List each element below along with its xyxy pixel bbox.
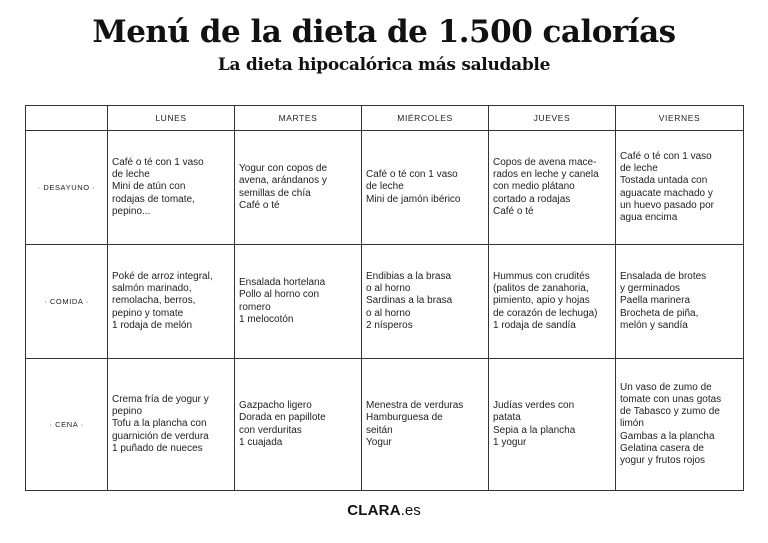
menu-item-line: Brocheta de piña, [620,307,699,319]
menu-item-line: patata [493,412,521,424]
corner-cell [26,106,108,131]
menu-item-line: 1 rodaja de sandía [493,319,576,331]
menu-cell [108,359,235,491]
menu-item-line: yogur y frutos rojos [620,455,706,466]
menu-cell [235,359,362,491]
menu-item-line: de corazón de lechuga) [493,307,598,319]
menu-cell [108,131,235,245]
menu-item-line: 1 melocotón [239,313,294,325]
menu-item-line: de leche [366,181,404,193]
menu-item-line: Pollo al horno con [239,289,320,301]
menu-item-line: Café o té [493,205,534,217]
page-title: Menú de la dieta de 1.500 calorías [92,14,676,50]
menu-item-line: Sepia a la plancha [493,424,576,436]
menu-item-line: tomate con unas gotas [620,393,722,405]
menu-item-line: Menestra de verduras [366,400,464,412]
menu-item-line: Crema fría de yogur y [112,393,209,405]
menu-item-line: romero [239,301,271,313]
menu-cell [108,245,235,359]
menu-item-line: avena, arándanos y [239,175,327,187]
menu-item-line: Café o té [239,199,280,211]
menu-item-line: Yogur [366,436,392,448]
menu-item-line: limón [620,418,644,430]
menu-table [25,105,744,491]
logo-tld: .es [400,502,421,519]
menu-item-line: 2 nísperos [366,319,413,331]
menu-item-line: pepino [112,406,143,418]
column-header-jueves: JUEVES [489,106,616,131]
menu-item-line: Ensalada hortelana [239,277,326,289]
menu-item-line: (palitos de zanahoria, [493,283,589,295]
menu-item-line: con verduritas [239,424,302,436]
menu-item-line: 1 rodaja de melón [112,319,193,331]
menu-item-line: o al horno [366,283,411,295]
meal-label: · COMIDA · [26,245,108,359]
menu-item-line: cortado a rodajas [493,193,571,205]
menu-item-line: Dorada en papillote [239,412,326,424]
menu-cell [616,245,744,359]
menu-item-line: Gazpacho ligero [239,400,312,412]
menu-cell [235,245,362,359]
menu-item-line: Yogur con copos de [239,163,328,175]
menu-item-line: Copos de avena mace- [493,156,597,168]
menu-item-line: o al horno [366,307,411,319]
menu-item-line: Mini de jamón ibérico [366,193,461,205]
menu-item-line: Gambas a la plancha [620,430,715,442]
menu-item-line: guarnición de verdura [112,430,209,442]
clara-logo [0,502,768,519]
menu-cell [616,131,744,245]
menu-item-line: remolacha, berros, [112,295,196,307]
menu-cell [235,131,362,245]
menu-item-line: seitán [366,424,393,436]
menu-item-line: Tofu a la plancha con [112,418,207,430]
menu-item-line: rodajas de tomate, [112,193,195,205]
menu-item-line: Café o té con 1 vaso [112,156,204,168]
menu-item-line: 1 puñado de nueces [112,442,203,454]
menu-item-line: Tostada untada con [620,175,708,187]
menu-item-line: pepino... [112,205,151,217]
meal-label: · CENA · [26,359,108,491]
table-row-comida [26,245,744,359]
menu-cell [489,245,616,359]
menu-item-line: Ensalada de brotes [620,270,707,282]
menu-cell [489,131,616,245]
menu-item-line: Café o té con 1 vaso [366,169,458,181]
menu-cell [362,359,489,491]
menu-item-line: agua encima [620,211,678,223]
column-header-miercoles: MIÉRCOLES [362,106,489,131]
table-header-row [26,106,744,131]
meal-label: · DESAYUNO · [26,131,108,245]
column-header-lunes: LUNES [108,106,235,131]
menu-item-line: pimiento, apio y hojas [493,295,590,307]
logo-brand: CLARA [347,502,401,519]
menu-item-line: de leche [112,169,150,181]
menu-item-line: 1 yogur [493,436,527,448]
menu-item-line: pepino y tomate [112,307,184,319]
menu-item-line: Hummus con crudités [493,270,590,282]
menu-item-line: Café o té con 1 vaso [620,150,712,162]
menu-item-line: con medio plátano [493,181,575,193]
menu-item-line: Judías verdes con [493,400,575,412]
menu-cell [362,131,489,245]
menu-item-line: Endibias a la brasa [366,270,452,282]
column-header-viernes: VIERNES [616,106,744,131]
menu-item-line: Poké de arroz integral, [112,270,213,282]
menu-item-line: Gelatina casera de [620,442,704,454]
menu-item-line: Sardinas a la brasa [366,295,453,307]
menu-item-line: de Tabasco y zumo de [620,406,720,418]
menu-item-line: salmón marinado, [112,283,192,295]
menu-item-line: Hamburguesa de [366,412,443,424]
page-subtitle: La dieta hipocalórica más saludable [217,55,551,75]
menu-item-line: Paella marinera [620,295,691,307]
menu-item-line: Mini de atún con [112,181,186,193]
menu-item-line: melón y sandía [620,319,688,331]
menu-item-line: un huevo pasado por [620,199,714,211]
column-header-martes: MARTES [235,106,362,131]
menu-cell [616,359,744,491]
menu-item-line: 1 cuajada [239,436,283,448]
menu-cell [362,245,489,359]
menu-item-line: y germinados [620,283,681,295]
menu-item-line: Un vaso de zumo de [620,381,712,393]
menu-cell [489,359,616,491]
table-row-cena [26,359,744,491]
table-row-desayuno [26,131,744,245]
menu-item-line: aguacate machado y [620,187,713,199]
menu-item-line: de leche [620,163,658,175]
menu-item-line: rados en leche y canela [493,169,599,181]
menu-item-line: semillas de chía [239,187,311,199]
